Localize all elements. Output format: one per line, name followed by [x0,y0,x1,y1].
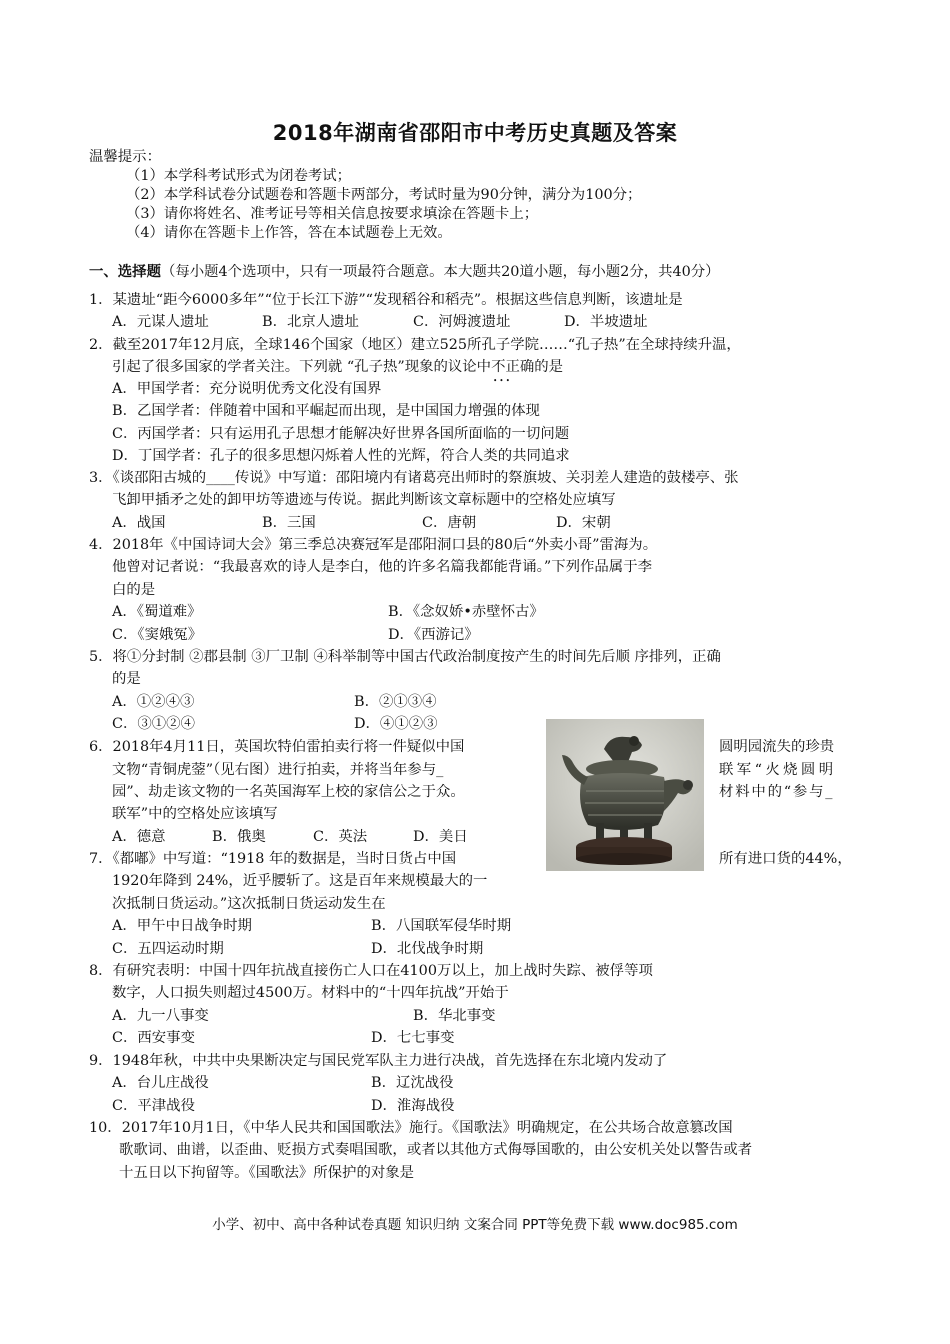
section-heading [89,262,720,282]
question-7-stem-cont: 次抵制日货运动。”这次抵制日货运动发生在 [112,896,386,912]
question-7-stem-cont: 1920年降到 24%，近乎腰斩了。这是百年来规模最大的一 [112,873,488,889]
page-footer: 小学、初中、高中各种试卷真题 知识归纳 文案合同 PPT等免费下载 www.doc985.com [212,1217,738,1233]
notice-item: （3）请你将姓名、准考证号等相关信息按要求填涂在答题卡上； [126,206,539,222]
question-6-stem-right: 联军“火烧圆明 [719,762,837,778]
q8-option-b: B．华北事变 [413,1008,496,1024]
q5-option-d: D．④①②③ [354,716,438,732]
question-8-stem: 8．有研究表明：中国十四年抗战直接伤亡人口在4100万以上，加上战时失踪、被俘等项 [89,963,653,979]
question-6-stem-cont: 文物“青铜虎蓥”（见右图）进行拍卖，并将当年参与_ [112,762,444,778]
page-title: 2018年湖南省邵阳市中考历史真题及答案 [272,121,678,145]
question-4-stem-cont: 他曾对记者说：“我最喜欢的诗人是李白，他的许多名篇我都能背诵。”下列作品属于李 [112,559,652,575]
question-7-stem: 7．《都嘟》中写道：“1918 年的数据是，当时日货占中国 [89,851,457,867]
q7-option-d: D．北伐战争时期 [371,941,484,957]
notice-heading: 温馨提示： [89,149,161,165]
q3-option-c: C．唐朝 [422,515,477,531]
question-3-stem: 3．《谈邵阳古城的____传说》中写道：邵阳境内有诸葛亮出师时的祭旗坡、关羽差人建造的鼓楼亭、张 [89,470,739,486]
q1-option-c: C．河姆渡遗址 [413,314,511,330]
question-10-stem: 10．2017年10月1日，《中华人民共和国国歌法》施行。《国歌法》明确规定，在公共场合故意篡改国 [89,1120,733,1136]
q9-option-a: A．台儿庄战役 [112,1075,209,1091]
q3-option-a: A．战国 [112,515,166,531]
question-2-stem-cont [112,357,563,377]
question-6-stem-right: 材料中的“参与_ [719,784,835,800]
q9-option-c: C．平津战役 [112,1098,195,1114]
q5-option-a: A．①②④③ [112,694,195,710]
q5-option-c: C．③①②④ [112,716,195,732]
q1-option-d: D．半坡遗址 [564,314,648,330]
question-6-stem: 6．2018年4月11日，英国坎特伯雷拍卖行将一件疑似中国 [89,739,465,755]
section-label: 一、选择题 [89,264,161,280]
q2-option-c: C．丙国学者：只有运用孔子思想才能解决好世界各国所面临的一切问题 [112,426,570,442]
question-8-stem-cont: 数字，人口损失则超过4500万。材料中的“十四年抗战”开始于 [112,985,509,1001]
question-1-stem: 1．某遗址“距今6000多年”“位于长江下游”“发现稻谷和稻壳”。根据这些信息判断，该遗址是 [89,292,683,308]
question-6-stem-right: 圆明园流失的珍贵 [719,739,835,755]
q1-option-b: B．北京人遗址 [262,314,359,330]
question-6-stem-cont: 园”、劫走该文物的一名英国海军上校的家信公之于众。 [112,784,465,800]
question-4-stem: 4．2018年《中国诗词大会》第三季总决赛冠军是邵阳洞口县的80后“外卖小哥”雷海为。 [89,537,658,553]
q2-option-b: B．乙国学者：伴随着中国和平崛起而出现，是中国国力增强的体现 [112,403,540,419]
question-10-stem-cont: 十五日以下拘留等。《国歌法》所保护的对象是 [119,1165,415,1181]
section-description: （每小题4个选项中，只有一项最符合题意。本大题共20道小题，每小题2分，共40分） [160,264,720,280]
q2-option-d: D．丁国学者：孔子的很多思想闪烁着人性的光辉，符合人类的共同追求 [112,448,570,464]
q8-option-c: C．西安事变 [112,1030,195,1046]
q4-option-b: B．《念奴娇•赤壁怀古》 [388,604,544,620]
question-9-stem: 9．1948年秋，中共中央果断决定与国民党军队主力进行决战，首先选择在东北境内发动了 [89,1053,668,1069]
notice-item: （2）本学科试卷分试题卷和答题卡两部分，考试时量为90分钟，满分为100分； [126,187,642,203]
q4-option-a: A．《蜀道难》 [112,604,202,620]
notice-item: （4）请你在答题卡上作答，答在本试题卷上无效。 [126,225,452,241]
question-10-stem-cont: 歌歌词、曲谱，以歪曲、贬损方式奏唱国歌，或者以其他方式侮辱国歌的，由公安机关处以警告或者 [119,1142,753,1158]
question-2-stem: 2．截至2017年12月底，全球146个国家（地区）建立525所孔子学院……“孔子热”在全球持续升温， [89,337,741,353]
q6-option-b: B．俄奥 [212,829,266,845]
question-7-stem-right: 所有进口货的44%， [719,851,852,867]
q9-option-b: B．辽沈战役 [371,1075,454,1091]
q6-option-c: C．英法 [313,829,368,845]
question-6-stem-cont: 联军”中的空格处应该填写 [112,806,278,822]
q2-option-a: A．甲国学者：充分说明优秀文化没有国界 [112,381,382,397]
q8-option-d: D．七七事变 [371,1030,455,1046]
q3-option-b: B．三国 [262,515,316,531]
bronze-vessel-icon [546,719,704,871]
q9-option-d: D．淮海战役 [371,1098,455,1114]
bronze-tiger-vessel-photo [546,719,704,871]
q2-emphasis: 不正确 • • • [491,359,534,375]
q1-option-a: A．元谋人遗址 [112,314,209,330]
question-3-stem-cont: 飞卸甲插矛之处的卸甲坊等遗迹与传说。据此判断该文章标题中的空格处应填写 [112,492,616,508]
notice-item: （1）本学科考试形式为闭卷考试； [126,168,352,184]
q7-option-c: C．五四运动时期 [112,941,224,957]
q6-option-a: A．德意 [112,829,166,845]
q2-stem-end: 的是 [534,359,564,375]
q8-option-a: A．九一八事变 [112,1008,209,1024]
q2-stem-text: 引起了很多国家的学者关注。下列就 “孔子热”现象的议论中 [112,359,492,375]
question-5-stem-cont: 的是 [112,671,141,687]
q7-option-a: A．甲午中日战争时期 [112,918,252,934]
question-5-stem: 5．将①分封制 ②郡县制 ③厂卫制 ④科举制等中国古代政治制度按产生的时间先后顺 序排列，正确 [89,649,721,665]
q4-option-d: D．《西游记》 [388,627,479,643]
q5-option-b: B．②①③④ [354,694,437,710]
q3-option-d: D．宋朝 [556,515,611,531]
q4-option-c: C．《窦娥冤》 [112,627,203,643]
q7-option-b: B．八国联军侵华时期 [371,918,512,934]
question-4-stem-cont: 白的是 [112,582,156,598]
q6-option-d: D．美日 [413,829,468,845]
